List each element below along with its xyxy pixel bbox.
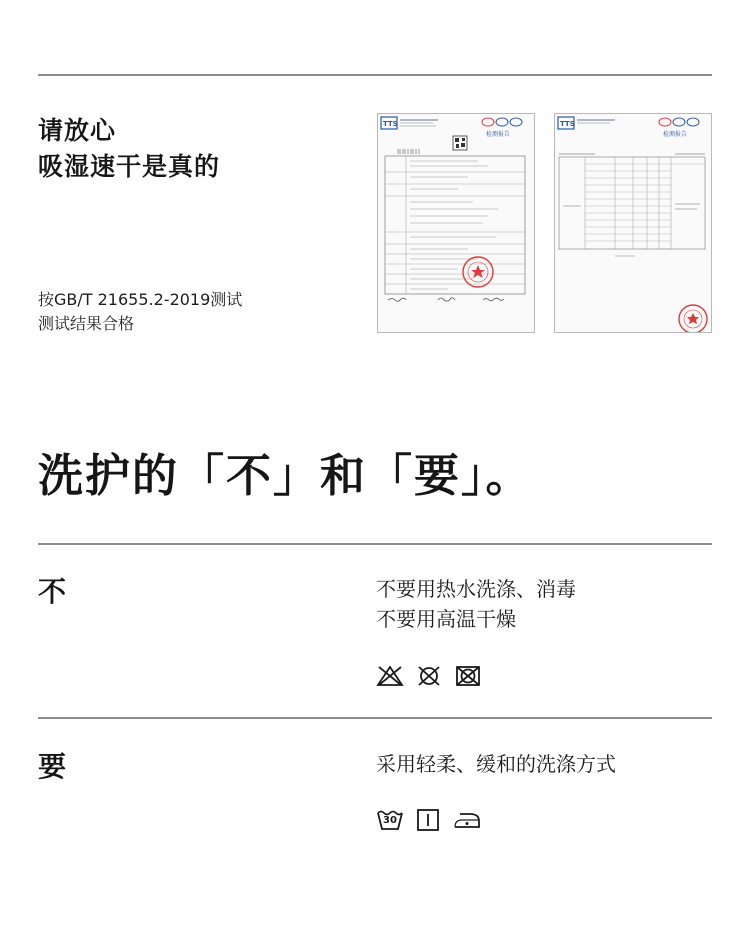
report1-title: 检测报告: [486, 131, 511, 138]
wash-temp-label: 30: [383, 815, 397, 826]
dont-line2: 不要用高温干燥: [376, 607, 516, 631]
do-label: 要: [38, 750, 67, 783]
do-line1: 采用轻柔、缓和的洗涤方式: [376, 752, 616, 776]
report2-title: 检测报告: [663, 131, 688, 138]
dont-label: 不: [38, 575, 67, 608]
no-tumble-dry-icon: [416, 664, 442, 692]
test-report-image-1: [377, 113, 535, 333]
note-line1: 按GB/T 21655.2-2019测试: [38, 290, 243, 309]
no-machine-dry-icon: [454, 664, 482, 692]
care-headline: 洗护的「不」和「要」。: [38, 449, 533, 502]
test-report-image-2: [554, 113, 712, 333]
dont-care-icons: [376, 664, 482, 692]
top-divider: [38, 74, 712, 76]
no-bleach-icon: [376, 664, 404, 692]
note-line2: 测试结果合格: [38, 314, 135, 333]
dont-line1: 不要用热水洗涤、消毒: [376, 577, 576, 601]
wash-30-icon: [376, 808, 404, 836]
do-care-icons: [376, 808, 482, 836]
test-standard-note: [38, 288, 242, 336]
svg-text:TTS: TTS: [383, 120, 398, 128]
svg-text:TTS: TTS: [560, 120, 575, 128]
do-instructions: [376, 749, 616, 779]
line-dry-icon: [416, 808, 440, 836]
intro-title: [38, 113, 220, 185]
intro-title-line1: 请放心: [38, 116, 117, 145]
section-divider-2: [38, 717, 712, 719]
low-iron-icon: [452, 808, 482, 836]
section-divider-1: [38, 543, 712, 545]
intro-title-line2: 吸湿速干是真的: [38, 152, 221, 181]
dont-instructions: [376, 574, 576, 634]
